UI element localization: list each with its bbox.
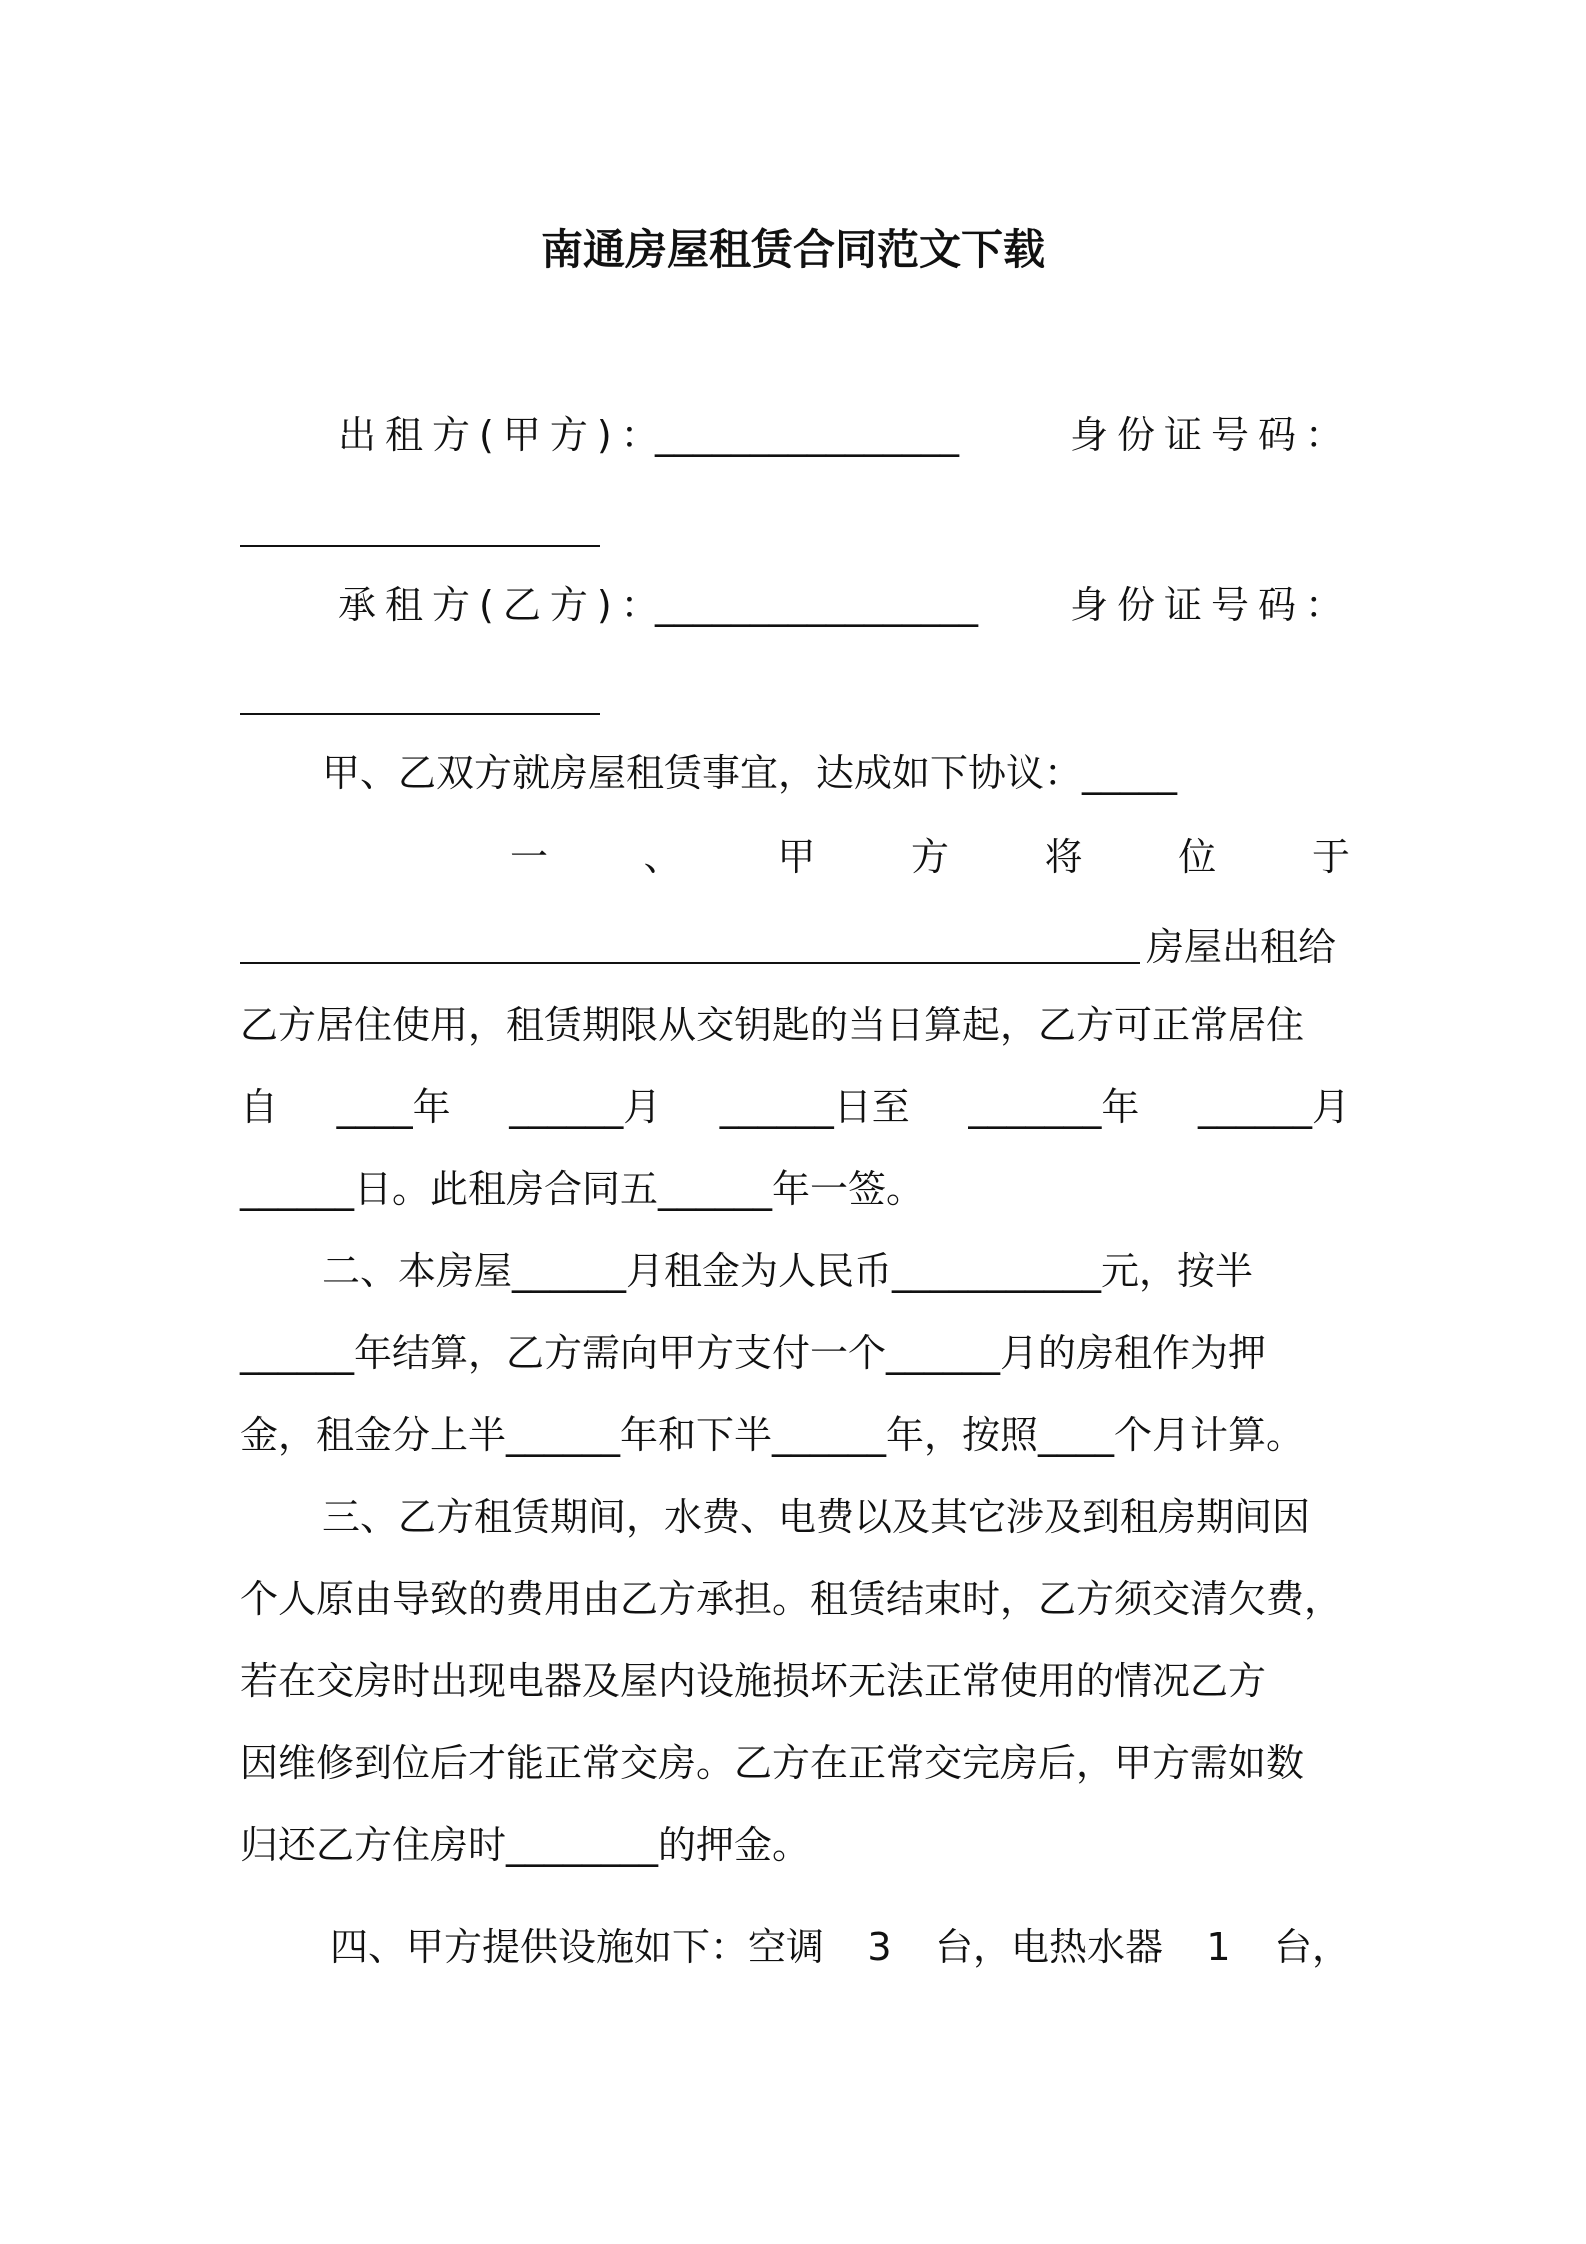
clause1-heading: [510, 832, 1350, 882]
clause4-part: 1: [1206, 1925, 1231, 1969]
clause4-part: 四、甲方提供设施如下：空调: [330, 1925, 825, 1969]
clause4-part: 台，: [1273, 1925, 1350, 1969]
lessor-id-label: 身份证号码：: [1070, 413, 1353, 457]
clause1-term-part: ______日至: [719, 1085, 910, 1129]
clause1-heading-char: 位: [1178, 835, 1217, 879]
intro-paragraph: 甲、乙双方就房屋租赁事宜，达成如下协议：_____: [322, 751, 1178, 795]
clause1-location-blank: [240, 962, 1140, 964]
clause1-term-part: ______月: [1197, 1085, 1350, 1129]
clause2-line1: 二、本房屋______月租金为人民币___________元，按半: [322, 1249, 1254, 1293]
document-title: 南通房屋租赁合同范文下载: [540, 225, 1045, 274]
clause4-part: 3: [867, 1925, 892, 1969]
clause1-line2-tail: 房屋出租给: [1146, 925, 1337, 969]
lessor-label: 出租方(甲方)：: [338, 413, 668, 457]
lessee-id-blank: [240, 713, 600, 715]
clause1-heading-char: 方: [910, 835, 949, 879]
clause1-heading-char: 、: [643, 835, 682, 879]
clause2-line3: 金，租金分上半______年和下半______年，按照____个月计算。: [240, 1413, 1305, 1457]
clause1-heading-char: 将: [1044, 835, 1083, 879]
clause3-line1: 三、乙方租赁期间，水费、电费以及其它涉及到租房期间因: [322, 1495, 1311, 1539]
clause4-part: 台，电热水器: [934, 1925, 1163, 1969]
clause1-heading-char: 一: [510, 835, 549, 879]
lessor-name-blank: ________________: [655, 413, 959, 457]
clause2-line2: ______年结算，乙方需向甲方支付一个______月的房租作为押: [240, 1331, 1267, 1375]
clause3-line2: 个人原由导致的费用由乙方承担。租赁结束时，乙方须交清欠费，: [240, 1577, 1343, 1621]
lessee-label: 承租方(乙方)：: [338, 583, 668, 627]
clause1-term-part: ______月: [509, 1085, 662, 1129]
clause1-heading-char: 甲: [777, 835, 816, 879]
lessee-id-label: 身份证号码：: [1070, 583, 1353, 627]
clause1-term-part: 自: [240, 1085, 279, 1129]
clause3-line5: 归还乙方住房时________的押金。: [240, 1823, 811, 1867]
clause1-line5: ______日。此租房合同五______年一签。: [240, 1167, 925, 1211]
clause1-heading-char: 于: [1311, 835, 1350, 879]
clause3-line4: 因维修到位后才能正常交房。乙方在正常交完房后，甲方需如数: [240, 1741, 1305, 1785]
lessor-id-blank: [240, 545, 600, 547]
clause1-term-part: ____年: [336, 1085, 451, 1129]
clause3-line3: 若在交房时出现电器及屋内设施损坏无法正常使用的情况乙方: [240, 1659, 1267, 1703]
clause1-term-part: _______年: [968, 1085, 1140, 1129]
clause1-term: [240, 1082, 1350, 1132]
lessee-name-blank: _________________: [655, 583, 978, 627]
clause4-line1: [330, 1922, 1350, 1972]
clause1-line3: 乙方居住使用，租赁期限从交钥匙的当日算起，乙方可正常居住: [240, 1003, 1305, 1047]
